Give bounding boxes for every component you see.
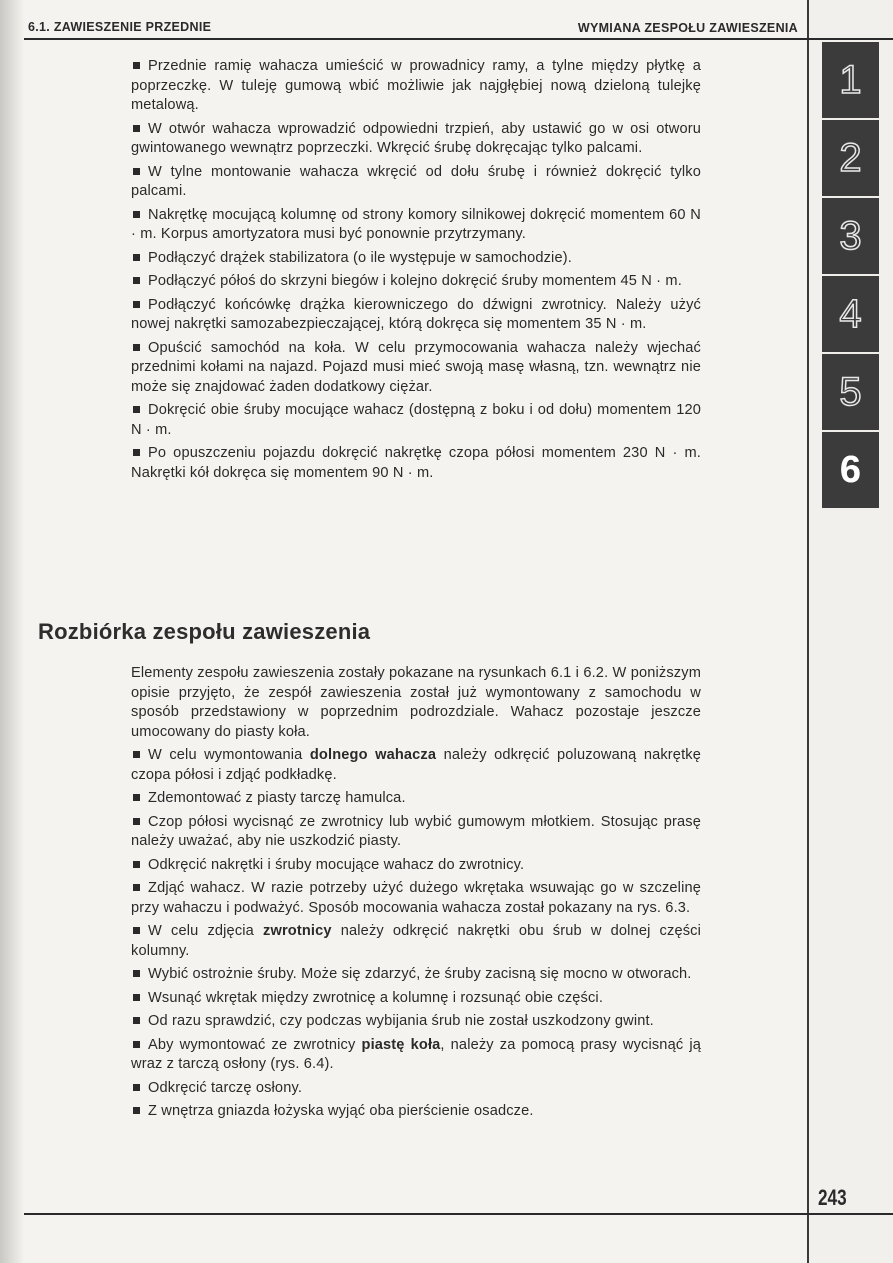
step-paragraph: Wybić ostrożnie śruby. Może się zdarzyć, że śruby zacisną się mocno w otworach. (131, 965, 701, 985)
step-paragraph: Dokręcić obie śruby mocujące wahacz (dostępną z boku i od dołu) momentem 120 N · m. (131, 402, 701, 438)
step-paragraph: W tylne montowanie wahacza wkręcić od dołu śrubę i również dokręcić tylko palcami. (131, 163, 701, 199)
square-bullet-icon (133, 927, 140, 934)
page-edge-shadow (0, 0, 24, 1263)
chapter-tab-5[interactable] (822, 354, 879, 432)
square-bullet-icon (133, 1107, 140, 1114)
square-bullet-icon (133, 794, 140, 801)
square-bullet-icon (133, 861, 140, 868)
step-paragraph: Od razu sprawdzić, czy podczas wybijania śrub nie został uszkodzony gwint. (131, 1012, 701, 1032)
step-paragraph: Zdjąć wahacz. W razie potrzeby użyć dużego wkrętaka wsuwając go w szczelinę przy wahaczu i podważyć. Sposób mocowania wahacza został pokazany na rys. 6.3. (131, 880, 701, 916)
square-bullet-icon (133, 62, 140, 69)
step-paragraph: Aby wymontować ze zwrotnicy piastę koła, należy za pomocą prasy wycisnąć ją wraz z tarczą osłony (rys. 6.4). (131, 1036, 701, 1072)
step-paragraph: Zdemontować z piasty tarczę hamulca. (131, 789, 701, 809)
chapter-tab-label: 6 (839, 448, 862, 491)
square-bullet-icon (133, 751, 140, 758)
step-paragraph: Z wnętrza gniazda łożyska wyjąć oba pierścienie osadcze. (131, 1102, 701, 1122)
chapter-tab-3[interactable] (822, 198, 879, 276)
section-heading: Rozbiórka zespołu zawieszenia (38, 619, 371, 644)
margin-vertical-rule (807, 0, 809, 1263)
square-bullet-icon (133, 1017, 140, 1024)
chapter-tab-2[interactable] (822, 120, 879, 198)
running-header-topic: WYMIANA ZESPOŁU ZAWIESZENIA (577, 21, 798, 35)
step-paragraph: W otwór wahacza wprowadzić odpowiedni trzpień, aby ustawić go w osi otworu gwintowanego wewnątrz poprzeczki. Wkręcić śrubę dokręcając tylko palcami. (131, 120, 701, 156)
step-paragraph: Wsunąć wkrętak między zwrotnicę a kolumnę i rozsunąć obie części. (131, 989, 701, 1009)
chapter-tab-label: 4 (839, 291, 862, 336)
step-paragraph: Opuścić samochód na koła. W celu przymocowania wahacza należy wjechać przednimi kołami na najazd. Pojazd musi mieć swoją masę własną, tzn. wewnątrz nie może się znajdować żaden dodatkowy ciężar. (131, 339, 701, 395)
section-intro: Elementy zespołu zawieszenia zostały pokazane na rysunkach 6.1 i 6.2. W poniższym opisie przyjęto, że zespół zawieszenia został już wymontowany z samochodu w sposób przedstawiony w poprzednim podrozdziale. Wahacz pozostaje jeszcze umocowany do piasty koła. (131, 665, 701, 740)
step-paragraph: Podłączyć końcówkę drążka kierowniczego do dźwigni zwrotnicy. Należy użyć nowej nakrętki samozabezpieczającej, którą dokręca się momentem 35 N · m. (131, 296, 701, 332)
page-number: 243 (818, 1185, 847, 1210)
chapter-tab-label: 5 (839, 369, 862, 414)
chapter-tab-label: 1 (839, 57, 862, 102)
footer-rule (24, 1213, 893, 1215)
chapter-tab-4[interactable] (822, 276, 879, 354)
running-header-chapter: 6.1. ZAWIESZENIE PRZEDNIE (28, 20, 212, 34)
square-bullet-icon (133, 277, 140, 284)
square-bullet-icon (133, 1084, 140, 1091)
tab-rule-top (808, 38, 893, 40)
chapter-tab-1[interactable] (822, 42, 879, 120)
square-bullet-icon (133, 301, 140, 308)
step-paragraph: Po opuszczeniu pojazdu dokręcić nakrętkę czopa półosi momentem 230 N · m. Nakrętki kół dokręca się momentem 90 N · m. (131, 445, 701, 481)
square-bullet-icon (133, 344, 140, 351)
square-bullet-icon (133, 1041, 140, 1048)
step-paragraph: Odkręcić nakrętki i śruby mocujące wahacz do zwrotnicy. (131, 856, 701, 876)
square-bullet-icon (133, 970, 140, 977)
square-bullet-icon (133, 211, 140, 218)
square-bullet-icon (133, 994, 140, 1001)
disassembly-steps (131, 664, 701, 1126)
square-bullet-icon (133, 125, 140, 132)
chapter-tab-label: 3 (839, 213, 862, 258)
square-bullet-icon (133, 449, 140, 456)
chapter-thumb-tabs (822, 42, 879, 510)
square-bullet-icon (133, 884, 140, 891)
square-bullet-icon (133, 254, 140, 261)
installation-steps (131, 57, 701, 487)
step-paragraph: Podłączyć drążek stabilizatora (o ile występuje w samochodzie). (131, 249, 701, 269)
step-paragraph: W celu zdjęcia zwrotnicy należy odkręcić nakrętki obu śrub w dolnej części kolumny. (131, 923, 701, 959)
step-paragraph: Odkręcić tarczę osłony. (131, 1079, 701, 1099)
chapter-tab-label: 2 (839, 135, 862, 180)
step-paragraph: Podłączyć półoś do skrzyni biegów i kolejno dokręcić śruby momentem 45 N · m. (131, 272, 701, 292)
header-rule (24, 38, 808, 40)
square-bullet-icon (133, 818, 140, 825)
square-bullet-icon (133, 406, 140, 413)
step-paragraph: W celu wymontowania dolnego wahacza należy odkręcić poluzowaną nakrętkę czopa półosi i zdjąć podkładkę. (131, 747, 701, 783)
step-paragraph: Czop półosi wycisnąć ze zwrotnicy lub wybić gumowym młotkiem. Stosując prasę należy uważać, aby nie uszkodzić piasty. (131, 813, 701, 849)
step-paragraph: Przednie ramię wahacza umieścić w prowadnicy ramy, a tylne między płytkę a poprzeczkę. W tuleję gumową wbić możliwie jak najgłębiej nową dzieloną tulejkę metalową. (131, 58, 701, 113)
step-paragraph: Nakrętkę mocującą kolumnę od strony komory silnikowej dokręcić momentem 60 N · m. Korpus amortyzatora musi być ponownie przytrzymany. (131, 206, 701, 242)
chapter-tab-6-active[interactable] (822, 432, 879, 510)
square-bullet-icon (133, 168, 140, 175)
